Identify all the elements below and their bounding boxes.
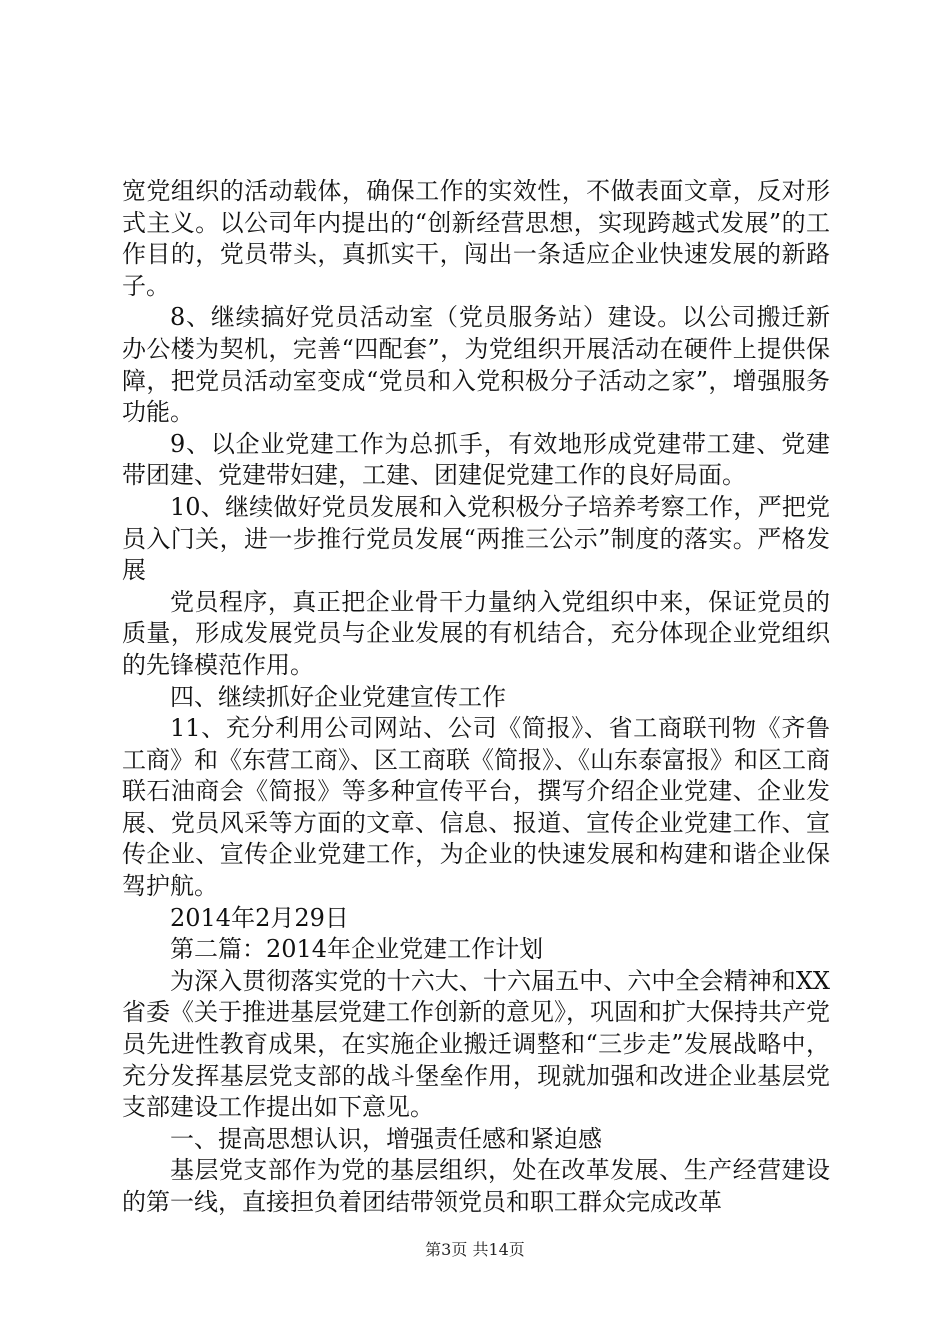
- section-heading-4: 四、继续抓好企业党建宣传工作: [170, 682, 506, 711]
- paragraph-item-9: 9、以企业党建工作为总抓手，有效地形成党建带工建、党建带团建、党建带妇建，工建、团建促党建工作的良好局面。: [122, 429, 830, 490]
- date-line: 2014年2月29日: [170, 903, 349, 932]
- intro-paragraph: 为深入贯彻落实党的十六大、十六届五中、六中全会精神和XX省委《关于推进基层党建工作创新的意见》，巩固和扩大保持共产党员先进性教育成果，在实施企业搬迁调整和“三步走”发展战略中，充分发挥基层党支部的战斗堡垒作用，现就加强和改进企业基层党支部建设工作提出如下意见。: [122, 966, 830, 1122]
- chapter-title: 第二篇：2014年企业党建工作计划: [170, 935, 544, 964]
- paragraph-item-10: 10、继续做好党员发展和入党积极分子培养考察工作，严把党员入门关，进一步推行党员发展“两推三公示”制度的落实。严格发展: [122, 492, 830, 585]
- paragraph-item-10-cont: 党员程序，真正把企业骨干力量纳入党组织中来，保证党员的质量，形成发展党员与企业发展的有机结合，充分体现企业党组织的先锋模范作用。: [122, 587, 830, 679]
- paragraph-item-11: 11、充分利用公司网站、公司《简报》、省工商联刊物《齐鲁工商》和《东营工商》、区工商联《简报》、《山东泰富报》和区工商联石油商会《简报》等多种宣传平台，撰写介绍企业党建、企业发展、党员风采等方面的文章、信息、报道、宣传企业党建工作、宣传企业、宣传企业党建工作，为企业的快速发展和构建和谐企业保驾护航。: [122, 714, 830, 901]
- page-footer: 第3页 共14页: [425, 1240, 525, 1259]
- section-heading-1: 一、提高思想认识，增强责任感和紧迫感: [170, 1124, 602, 1153]
- paragraph-continuation: 宽党组织的活动载体，确保工作的实效性，不做表面文章，反对形式主义。以公司年内提出的“创新经营思想，实现跨越式发展”的工作目的，党员带头，真抓实干，闯出一条适应企业快速发展的新路子。: [122, 177, 830, 300]
- paragraph-item-8: 8、继续搞好党员活动室（党员服务站）建设。以公司搬迁新办公楼为契机，完善“四配套”，为党组织开展活动在硬件上提供保障，把党员活动室变成“党员和入党积极分子活动之家”，增强服务功能。: [122, 303, 830, 427]
- paragraph-body: 基层党支部作为党的基层组织，处在改革发展、生产经营建设的第一线，直接担负着团结带领党员和职工群众完成改革: [122, 1156, 830, 1216]
- document-body: [122, 176, 830, 1219]
